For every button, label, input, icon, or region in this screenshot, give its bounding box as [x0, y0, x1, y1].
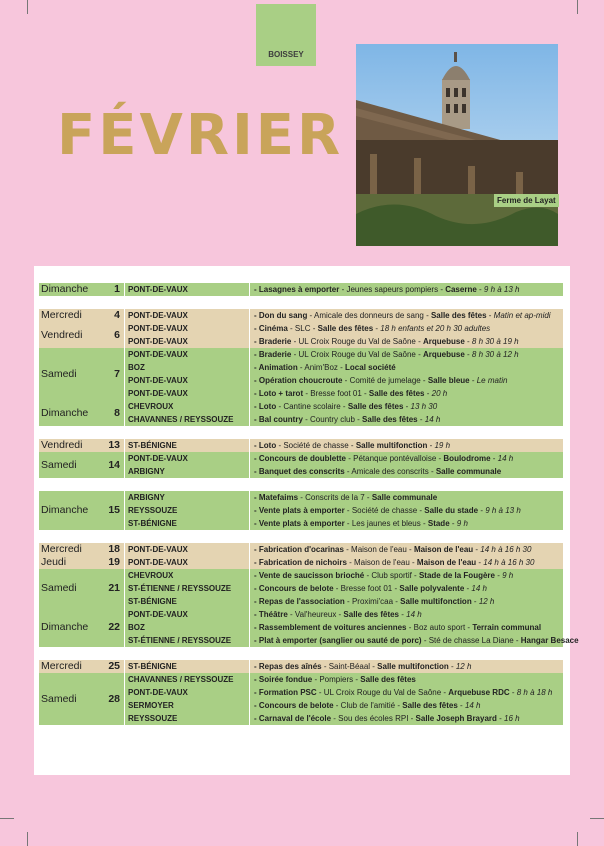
event-text: - UL Croix Rouge du Val de Saône - — [291, 337, 423, 346]
event-strong-text: Salle Joseph Brayard — [415, 714, 497, 723]
event-text: - Proximi'caa - — [344, 597, 401, 606]
event-time: 8 h 30 à 12 h — [471, 350, 519, 359]
event-text: - UL Croix Rouge du Val de Saône - — [291, 350, 423, 359]
event-description — [249, 374, 563, 387]
event-text: - — [399, 610, 407, 619]
event-strong-text: - Vente plats à emporter — [254, 519, 345, 528]
event-strong-text: Salle des fêtes — [360, 675, 416, 684]
town-name: PONT-DE-VAUX — [124, 348, 249, 361]
town-name: ST-BÉNIGNE — [124, 595, 249, 608]
day-number: 14 — [103, 452, 124, 478]
event-strong-text: Arquebuse — [422, 337, 465, 346]
event-text: - — [448, 662, 456, 671]
event-description — [249, 712, 563, 725]
event-description — [249, 504, 563, 517]
event-strong-text: - Théâtre — [254, 610, 288, 619]
event-strong-text: Salle des fêtes — [343, 610, 400, 619]
town-name: REYSSOUZE — [124, 712, 249, 725]
day-name: Dimanche — [39, 608, 103, 647]
day-name: Samedi — [39, 569, 103, 608]
event-text: - Bresse foot 01 - — [303, 389, 369, 398]
event-text: - Société de chasse - — [344, 506, 425, 515]
town-name: ARBIGNY — [124, 465, 249, 478]
photo-caption: Ferme de Layat — [494, 194, 559, 207]
event-strong-text: Salle des fêtes — [317, 324, 374, 333]
town-name: BOZ — [124, 361, 249, 374]
town-name: PONT-DE-VAUX — [124, 543, 249, 556]
event-strong-text: - Braderie — [254, 350, 292, 359]
event-strong-text: - Plat à emporter (sanglier ou sauté de porc) — [254, 636, 422, 645]
event-text: - Anim'Boz - — [297, 363, 346, 372]
event-time: Le matin — [476, 376, 508, 385]
event-text: - — [478, 506, 486, 515]
agenda-row — [39, 452, 563, 465]
town-name: PONT-DE-VAUX — [124, 335, 249, 348]
town-name: PONT-DE-VAUX — [124, 686, 249, 699]
event-strong-text: - Concours de belote — [254, 584, 334, 593]
event-strong-text: Salle communale — [371, 493, 438, 502]
event-time: 18 h enfants et 20 h 30 adultes — [380, 324, 491, 333]
event-description — [249, 322, 563, 335]
event-description — [249, 582, 563, 595]
day-number: 6 — [103, 322, 124, 348]
day-number: 22 — [103, 608, 124, 647]
event-time: 9 h à 13 h — [485, 506, 521, 515]
event-time: 12 h — [455, 662, 472, 671]
crop-mark — [577, 0, 578, 14]
photo-ferme-de-layat — [356, 44, 558, 246]
event-text: - Sté de chasse La Diane - — [421, 636, 521, 645]
event-strong-text: Maison de l'eau — [416, 558, 477, 567]
event-text: - UL Croix Rouge du Val de Saône - — [316, 688, 449, 697]
town-name: PONT-DE-VAUX — [124, 556, 249, 569]
event-text: - Amicale des donneurs de sang - — [307, 311, 431, 320]
event-text: - Saint-Béaal - — [321, 662, 378, 671]
event-strong-text: Salle multifonction — [400, 597, 472, 606]
town-name: PONT-DE-VAUX — [124, 608, 249, 621]
event-strong-text: Salle des fêtes — [347, 402, 404, 411]
event-strong-text: - Animation — [254, 363, 298, 372]
event-time: 13 h 30 — [410, 402, 438, 411]
town-name: ST-ÉTIENNE / REYSSOUZE — [124, 634, 249, 647]
agenda-row — [39, 673, 563, 686]
event-text: - — [464, 350, 472, 359]
event-time: 14 h — [464, 701, 481, 710]
farmhouse-illustration — [356, 44, 558, 246]
event-strong-text: - Carnaval de l'école — [254, 714, 332, 723]
day-name: Dimanche — [39, 283, 103, 296]
event-strong-text: Terrain communal — [472, 623, 542, 632]
event-text: - — [373, 324, 381, 333]
day-number: 21 — [103, 569, 124, 608]
event-text: - — [509, 688, 517, 697]
event-text: - Club de l'amitié - — [333, 701, 403, 710]
event-description — [249, 595, 563, 608]
agenda-row — [39, 309, 563, 322]
day-number: 13 — [103, 439, 124, 452]
event-time: 19 h — [434, 441, 451, 450]
event-text: - Boz auto sport - — [406, 623, 473, 632]
event-time: 16 h — [504, 714, 520, 723]
event-text: - — [403, 402, 411, 411]
event-strong-text: - Soirée fondue — [254, 675, 313, 684]
event-strong-text: Salle multifonction — [377, 662, 449, 671]
town-name: PONT-DE-VAUX — [124, 283, 249, 296]
event-strong-text: - Repas de l'association — [254, 597, 345, 606]
town-name: CHEVROUX — [124, 569, 249, 582]
event-strong-text: Local société — [345, 363, 396, 372]
event-description — [249, 335, 563, 348]
event-text: - — [449, 519, 457, 528]
event-time: 9 h — [502, 571, 514, 580]
event-time: 9 h à 13 h — [483, 285, 520, 294]
agenda-row — [39, 322, 563, 335]
day-name: Samedi — [39, 348, 103, 400]
day-name: Jeudi — [39, 556, 103, 569]
crop-mark — [577, 832, 578, 846]
day-number: 8 — [103, 400, 124, 426]
event-text: - — [476, 285, 484, 294]
day-name: Samedi — [39, 452, 103, 478]
section-tab-label: BOISSEY — [268, 50, 304, 59]
event-strong-text: - Lasagnes à emporter — [254, 285, 340, 294]
event-time: 14 h — [497, 454, 514, 463]
event-strong-text: Salle communale — [435, 467, 502, 476]
event-time: 14 h — [406, 610, 422, 619]
town-name: CHEVROUX — [124, 400, 249, 413]
town-name: PONT-DE-VAUX — [124, 374, 249, 387]
event-text: - Country club - — [302, 415, 363, 424]
event-description — [249, 517, 563, 530]
agenda-spacer — [39, 296, 563, 309]
day-number: 18 — [103, 543, 124, 556]
event-strong-text: - Loto + tarot — [254, 389, 304, 398]
event-text: - — [471, 597, 479, 606]
event-description — [249, 465, 563, 478]
town-name: REYSSOUZE — [124, 504, 249, 517]
event-description — [249, 660, 563, 673]
event-strong-text: - Vente plats à emporter — [254, 506, 345, 515]
town-name: ARBIGNY — [124, 491, 249, 504]
event-time: 9 h — [456, 519, 468, 528]
event-description — [249, 556, 563, 569]
event-text: - Société de chasse - — [276, 441, 356, 450]
event-description — [249, 699, 563, 712]
event-description — [249, 543, 563, 556]
town-name: BOZ — [124, 621, 249, 634]
event-strong-text: Stade de la Fougère — [418, 571, 495, 580]
event-text: - Amicale des conscrits - — [344, 467, 436, 476]
town-name: SERMOYER — [124, 699, 249, 712]
event-strong-text: - Cinéma — [254, 324, 288, 333]
event-strong-text: - Matefaims — [254, 493, 299, 502]
event-strong-text: Boulodrome — [443, 454, 491, 463]
day-number: 19 — [103, 556, 124, 569]
day-name: Mercredi — [39, 543, 103, 556]
event-text: - Cantine scolaire - — [276, 402, 348, 411]
crop-mark — [27, 832, 28, 846]
event-strong-text: Salle polyvalente — [399, 584, 465, 593]
event-strong-text: Salle du stade — [424, 506, 479, 515]
event-time: 8 h 30 à 19 h — [471, 337, 519, 346]
event-time: 8 h à 18 h — [516, 688, 553, 697]
event-strong-text: - Braderie — [254, 337, 292, 346]
agenda-row — [39, 400, 563, 413]
event-text: - — [424, 389, 432, 398]
event-text: - Bresse foot 01 - — [333, 584, 400, 593]
agenda-row — [39, 283, 563, 296]
event-description — [249, 621, 563, 634]
event-text: - — [457, 701, 465, 710]
event-text: - Maison de l'eau - — [346, 558, 417, 567]
event-text: - — [469, 376, 477, 385]
event-description — [249, 400, 563, 413]
town-name: ST-BÉNIGNE — [124, 439, 249, 452]
day-number: 4 — [103, 309, 124, 322]
agenda-spacer — [39, 478, 563, 491]
crop-mark — [590, 818, 604, 819]
event-strong-text: - Repas des aînés — [254, 662, 322, 671]
month-title: FÉVRIER — [57, 103, 344, 168]
day-number: 1 — [103, 283, 124, 296]
event-strong-text: - Don du sang — [254, 311, 308, 320]
event-strong-text: - Banquet des conscrits — [254, 467, 345, 476]
event-time: 14 h à 16 h 30 — [480, 545, 532, 554]
event-text: - — [417, 415, 425, 424]
event-strong-text: - Vente de saucisson brioché — [254, 571, 365, 580]
event-text: - — [494, 571, 503, 580]
event-strong-text: - Loto — [254, 441, 277, 450]
agenda-table — [39, 283, 579, 725]
day-name: Mercredi — [39, 309, 103, 322]
event-time: 20 h — [431, 389, 448, 398]
event-strong-text: - Fabrication de nichoirs — [254, 558, 347, 567]
day-name: Dimanche — [39, 491, 103, 530]
town-name: CHAVANNES / REYSSOUZE — [124, 413, 249, 426]
event-strong-text: Arquebuse RDC — [448, 688, 510, 697]
event-text: - SLC - — [287, 324, 318, 333]
event-text: - — [473, 545, 481, 554]
event-text: - — [490, 454, 498, 463]
event-strong-text: Arquebuse — [422, 350, 465, 359]
agenda-spacer — [39, 530, 563, 543]
event-text: - Jeunes sapeurs pompiers - — [339, 285, 446, 294]
event-text: - Pompiers - — [312, 675, 361, 684]
event-text: - Val'heureux - — [287, 610, 344, 619]
crop-mark — [27, 0, 28, 14]
day-number: 7 — [103, 348, 124, 400]
town-name: ST-BÉNIGNE — [124, 660, 249, 673]
event-text: - — [486, 311, 494, 320]
event-time: 14 h — [471, 584, 487, 593]
event-strong-text: - Concours de doublette — [254, 454, 346, 463]
event-time: 14 h — [424, 415, 441, 424]
town-name: CHAVANNES / REYSSOUZE — [124, 673, 249, 686]
event-description — [249, 348, 563, 361]
event-strong-text: - Concours de belote — [254, 701, 334, 710]
town-name: ST-ÉTIENNE / REYSSOUZE — [124, 582, 249, 595]
event-description — [249, 283, 563, 296]
day-number: 28 — [103, 673, 124, 725]
event-strong-text: - Opération choucroute — [254, 376, 343, 385]
event-description — [249, 686, 563, 699]
event-description — [249, 634, 579, 647]
day-name: Dimanche — [39, 400, 103, 426]
event-text: - Sou des écoles RPI - — [331, 714, 416, 723]
town-name: PONT-DE-VAUX — [124, 309, 249, 322]
event-description — [249, 413, 563, 426]
event-description — [249, 309, 563, 322]
event-text: - — [476, 558, 484, 567]
event-description — [249, 673, 563, 686]
event-strong-text: Salle multifonction — [355, 441, 428, 450]
event-description — [249, 608, 563, 621]
event-strong-text: - Bal country — [254, 415, 303, 424]
event-time: 12 h — [478, 597, 495, 606]
agenda-row — [39, 569, 563, 582]
event-text: - Maison de l'eau - — [343, 545, 414, 554]
event-strong-text: Stade — [427, 519, 450, 528]
event-text: - — [496, 714, 505, 723]
agenda-row — [39, 543, 563, 556]
event-strong-text: - Fabrication d'ocarinas — [254, 545, 344, 554]
agenda-spacer — [39, 647, 563, 660]
day-name: Samedi — [39, 673, 103, 725]
event-strong-text: - Loto — [254, 402, 277, 411]
event-text: - — [427, 441, 435, 450]
event-strong-text: - Formation PSC — [254, 688, 317, 697]
event-text: - Pétanque pontévalloise - — [346, 454, 444, 463]
event-description — [249, 361, 563, 374]
event-strong-text: Salle des fêtes — [362, 415, 418, 424]
event-description — [249, 387, 563, 400]
day-number: 25 — [103, 660, 124, 673]
day-name: Mercredi — [39, 660, 103, 673]
event-text: - — [464, 584, 472, 593]
event-strong-text: Salle des fêtes — [430, 311, 487, 320]
town-name: PONT-DE-VAUX — [124, 452, 249, 465]
agenda-row — [39, 660, 563, 673]
agenda-row — [39, 348, 563, 361]
crop-mark — [0, 818, 14, 819]
section-tab — [256, 4, 316, 66]
event-strong-text: Salle des fêtes — [402, 701, 458, 710]
event-description — [249, 569, 563, 582]
town-name: PONT-DE-VAUX — [124, 322, 249, 335]
event-strong-text: Hangar Besace — [520, 636, 579, 645]
event-description — [249, 452, 563, 465]
event-text: - Les jaunes et bleus - — [344, 519, 428, 528]
event-text: - — [464, 337, 472, 346]
event-time: 14 h à 16 h 30 — [483, 558, 535, 567]
town-name: ST-BÉNIGNE — [124, 517, 249, 530]
town-name: PONT-DE-VAUX — [124, 387, 249, 400]
agenda-row — [39, 608, 563, 621]
agenda-row — [39, 439, 563, 452]
event-text: - Conscrits de la 7 - — [298, 493, 372, 502]
agenda-row — [39, 491, 563, 504]
event-text: - Club sportif - — [364, 571, 419, 580]
event-strong-text: Caserne — [445, 285, 477, 294]
event-strong-text: - Rassemblement de voitures anciennes — [254, 623, 407, 632]
event-time: Matin et ap-midi — [493, 311, 551, 320]
event-strong-text: Salle bleue — [427, 376, 470, 385]
event-description — [249, 491, 563, 504]
event-text: - Comité de jumelage - — [342, 376, 428, 385]
agenda-spacer — [39, 426, 563, 439]
event-strong-text: Salle des fêtes — [368, 389, 425, 398]
day-name: Vendredi — [39, 322, 103, 348]
day-name: Vendredi — [39, 439, 103, 452]
agenda-row — [39, 556, 563, 569]
day-number: 15 — [103, 491, 124, 530]
event-strong-text: Maison de l'eau — [413, 545, 474, 554]
agenda-panel — [34, 266, 579, 775]
event-description — [249, 439, 563, 452]
